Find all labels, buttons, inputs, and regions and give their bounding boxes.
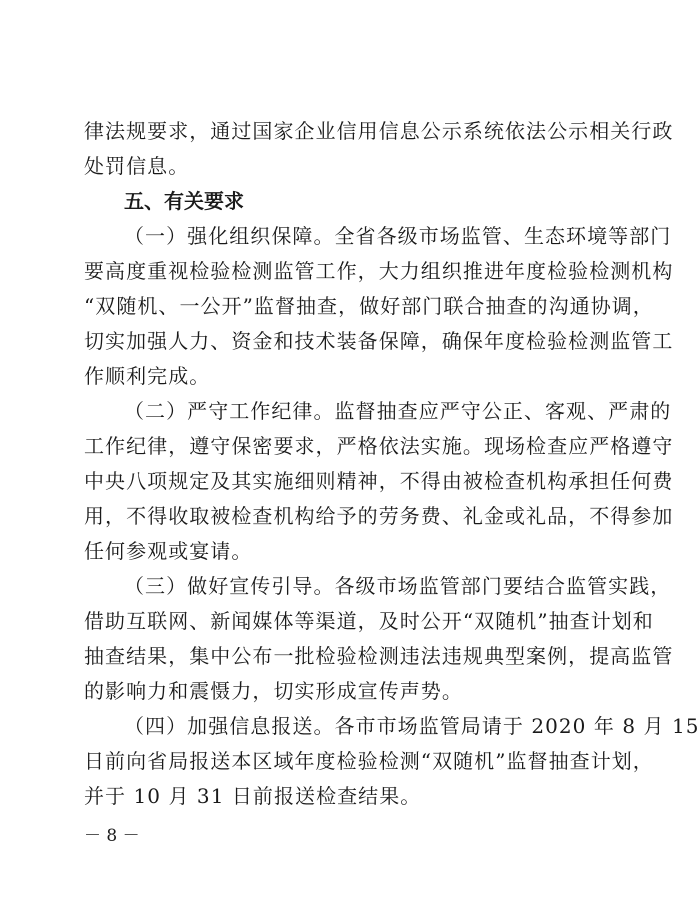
paragraph-4-line-1: （四）加强信息报送。各市市场监管局请于 2020 年 8 月 15 bbox=[124, 714, 700, 738]
paragraph-3-line-2: 借助互联网、新闻媒体等渠道，及时公开“双随机”抽查计划和 bbox=[84, 609, 654, 633]
paragraph-2-line-4: 用，不得收取被检查机构给予的劳务费、礼金或礼品，不得参加 bbox=[84, 504, 674, 528]
paragraph-2-line-3: 中央八项规定及其实施细则精神，不得由被检查机构承担任何费 bbox=[84, 469, 674, 493]
page-number: － 8 － bbox=[84, 826, 140, 846]
paragraph-1-line-4: 切实加强人力、资金和技术装备保障，确保年度检验检测监管工 bbox=[84, 329, 674, 353]
paragraph-1-line-5: 作顺利完成。 bbox=[84, 364, 211, 388]
paragraph-1-line-1: （一）强化组织保障。全省各级市场监管、生态环境等部门 bbox=[124, 224, 672, 248]
paragraph-2-line-1: （二）严守工作纪律。监督抽查应严守公正、客观、严肃的 bbox=[124, 399, 672, 423]
paragraph-4-line-3: 并于 10 月 31 日前报送检查结果。 bbox=[84, 784, 422, 808]
paragraph-2-line-2: 工作纪律，遵守保密要求，严格依法实施。现场检查应严格遵守 bbox=[84, 434, 674, 458]
paragraph-3-line-3: 抽查结果，集中公布一批检验检测违法违规典型案例，提高监管 bbox=[84, 644, 674, 668]
paragraph-4-line-2: 日前向省局报送本区域年度检验检测“双随机”监督抽查计划， bbox=[84, 749, 654, 773]
paragraph-2-line-5: 任何参观或宴请。 bbox=[84, 539, 253, 563]
paragraph-3-line-4: 的影响力和震慑力，切实形成宣传声势。 bbox=[84, 679, 463, 703]
intro-line-1: 律法规要求，通过国家企业信用信息公示系统依法公示相关行政 bbox=[84, 119, 674, 143]
paragraph-1-line-2: 要高度重视检验检测监管工作，大力组织推进年度检验检测机构 bbox=[84, 259, 674, 283]
paragraph-3-line-1: （三）做好宣传引导。各级市场监管部门要结合监管实践， bbox=[124, 574, 672, 598]
paragraph-1-line-3: “双随机、一公开”监督抽查，做好部门联合抽查的沟通协调， bbox=[84, 294, 654, 318]
section-heading: 五、有关要求 bbox=[124, 189, 244, 213]
intro-line-2: 处罚信息。 bbox=[84, 154, 190, 178]
